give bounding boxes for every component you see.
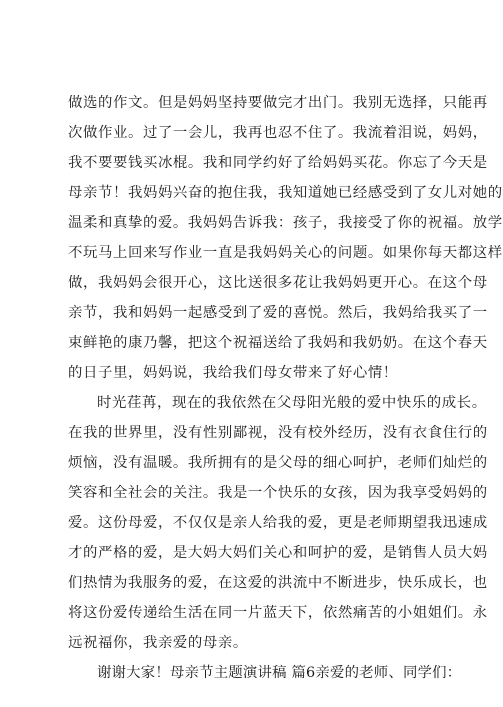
paragraph-line: 才的严格的爱，是大妈大妈们关心和呵护的爱，是销售人员大妈 — [68, 545, 488, 561]
paragraph-line: 远祝福你，我亲爱的母亲。 — [68, 635, 248, 651]
paragraph-line: 束鲜艳的康乃馨，把这个祝福送给了我妈和我奶奶。在这个春天 — [68, 335, 488, 351]
paragraph-line: 烦恼，没有温暖。我所拥有的是父母的细心呵护，老师们灿烂的 — [68, 455, 488, 471]
paragraph-1 — [68, 88, 503, 388]
paragraph-line: 母亲节！我妈妈兴奋的抱住我，我知道她已经感受到了女儿对她的 — [68, 185, 503, 201]
closing-line: 谢谢大家！母亲节主题演讲稿 篇6亲爱的老师、同学们： — [97, 665, 462, 681]
paragraph-line: 不玩马上回来写作业一直是我妈妈关心的问题。如果你每天都这样 — [68, 245, 503, 261]
paragraph-line: 在我的世界里，没有性别鄙视，没有校外经历，没有衣食住行的 — [68, 425, 488, 441]
paragraph-line: 温柔和真挚的爱。我妈妈告诉我：孩子，我接受了你的祝福。放学 — [68, 215, 503, 231]
paragraph-line: 我不要要钱买冰棍。我和同学约好了给妈妈买花。你忘了今天是 — [68, 155, 488, 171]
paragraph-line: 亲节，我和妈妈一起感受到了爱的喜悦。然后，我妈给我买了一 — [68, 305, 488, 321]
paragraph-line: 做选的作文。但是妈妈坚持要做完才出门。我别无选择，只能再 — [68, 95, 488, 111]
closing-paragraph — [68, 658, 462, 688]
paragraph-2 — [68, 388, 488, 658]
paragraph-line: 爱。这份母爱，不仅仅是亲人给我的爱，更是老师期望我迅速成 — [68, 515, 488, 531]
document-body — [68, 88, 503, 688]
paragraph-line: 将这份爱传递给生活在同一片蓝天下，依然痛苦的小姐姐们。永 — [68, 605, 488, 621]
paragraph-line: 次做作业。过了一会儿，我再也忍不住了。我流着泪说，妈妈， — [68, 125, 488, 141]
paragraph-line: 做，我妈妈会很开心，这比送很多花让我妈妈更开心。在这个母 — [68, 275, 488, 291]
paragraph-line: 时光荏苒，现在的我依然在父母阳光般的爱中快乐的成长。 — [97, 395, 487, 411]
paragraph-line: 们热情为我服务的爱，在这爱的洪流中不断进步，快乐成长，也 — [68, 575, 488, 591]
paragraph-line: 笑容和全社会的关注。我是一个快乐的女孩，因为我享受妈妈的 — [68, 485, 488, 501]
paragraph-line: 的日子里，妈妈说，我给我们母女带来了好心情！ — [68, 365, 398, 381]
